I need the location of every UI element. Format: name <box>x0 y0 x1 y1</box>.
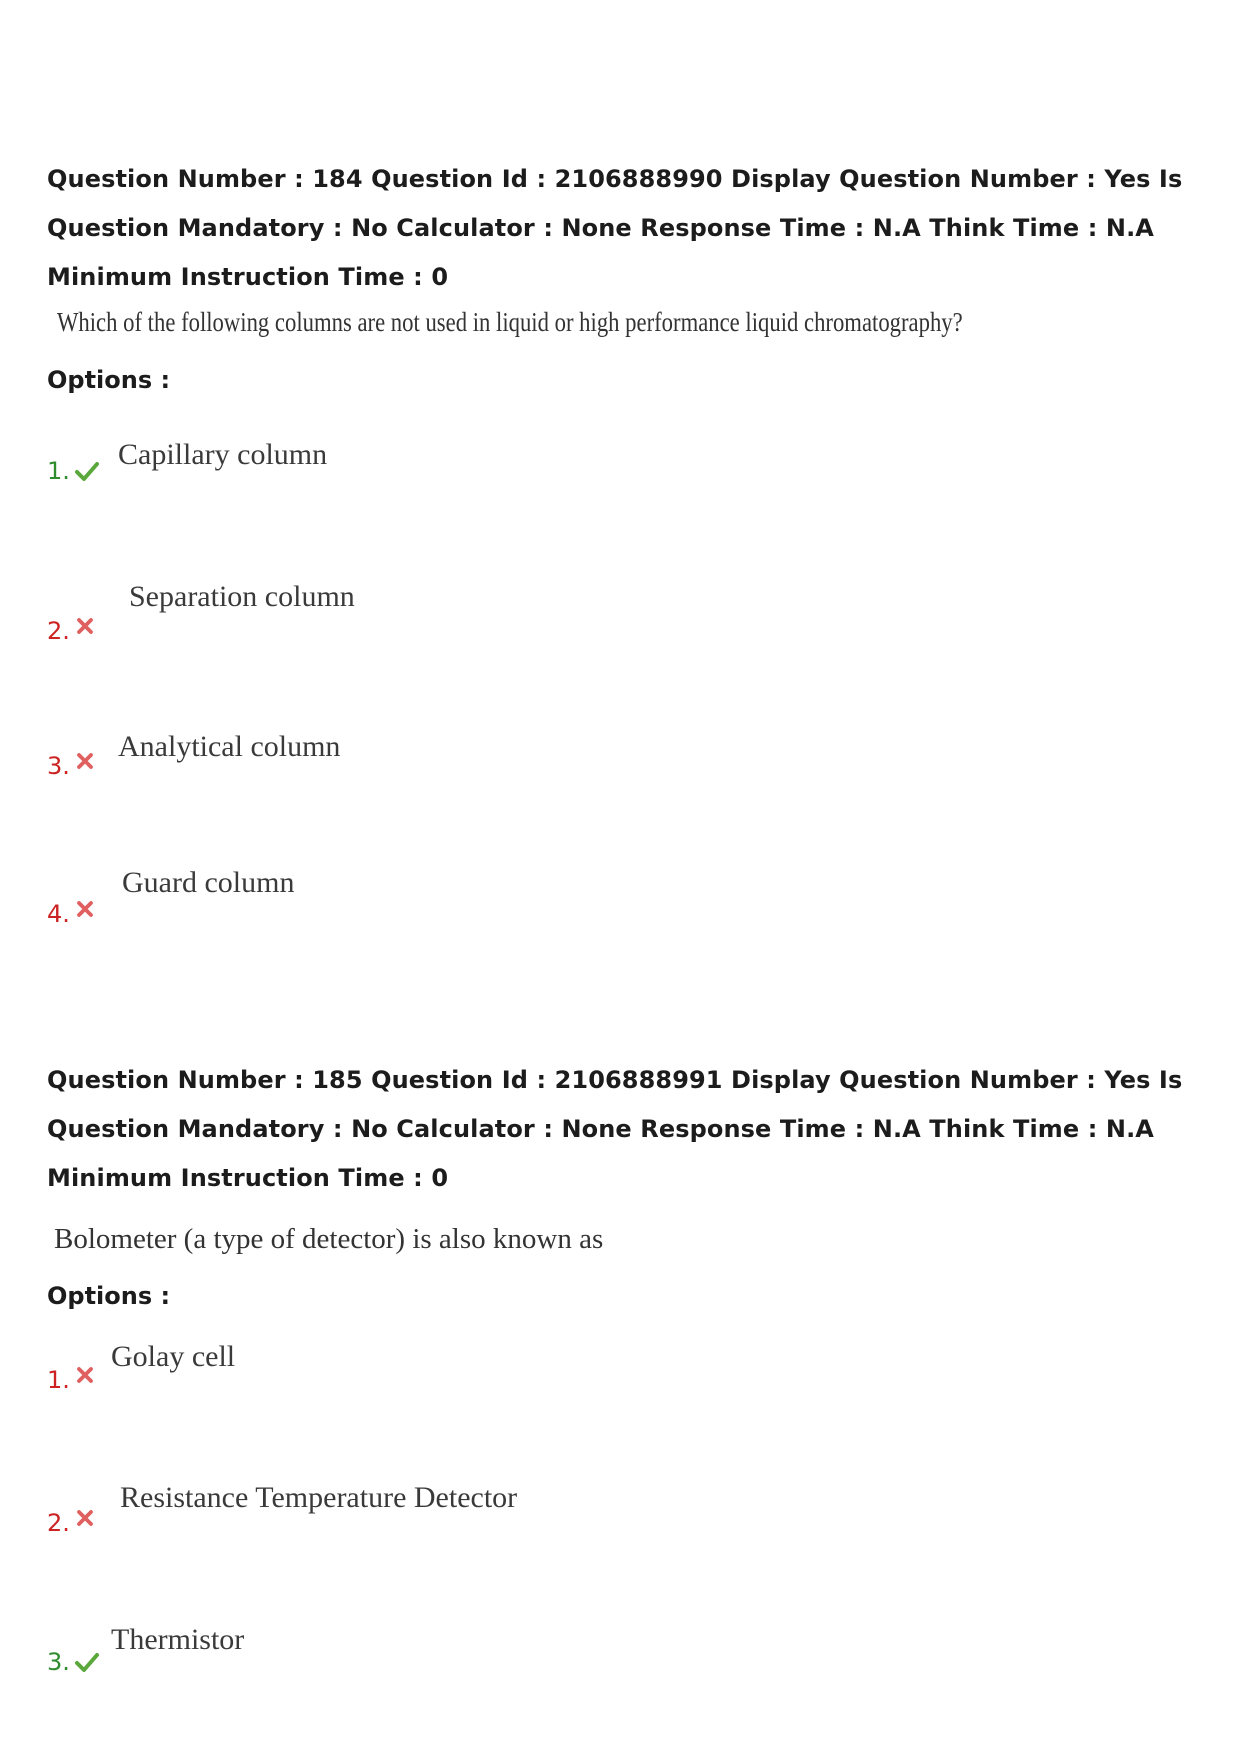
option-label: Analytical column <box>118 730 341 763</box>
cross-icon <box>76 900 94 918</box>
option-number: 1. <box>47 457 70 485</box>
option-number: 1. <box>47 1366 70 1394</box>
option-label: Golay cell <box>111 1340 236 1373</box>
cross-icon <box>76 617 94 635</box>
question-meta: Question Number : 185 Question Id : 2106888991 Display Question Number : Yes Is Question Mandatory : No Calculator : None Response Time : N.A Think Time : N.A Minimum Instruction Time : 0 <box>47 1066 1183 1192</box>
option-number: 3. <box>47 752 70 780</box>
question-meta: Question Number : 184 Question Id : 2106888990 Display Question Number : Yes Is Question Mandatory : No Calculator : None Response Time : N.A Think Time : N.A Minimum Instruction Time : 0 <box>47 165 1183 291</box>
option-label: Separation column <box>129 580 355 613</box>
option-number: 3. <box>47 1648 70 1676</box>
cross-icon <box>76 1366 94 1384</box>
check-icon <box>75 459 99 483</box>
options-heading: Options : <box>47 1282 171 1310</box>
option-label: Resistance Temperature Detector <box>120 1481 518 1514</box>
option-label: Thermistor <box>111 1623 245 1656</box>
check-icon <box>75 1650 99 1674</box>
question-text: Which of the following columns are not used in liquid or high performance liquid chromatography? <box>57 307 963 337</box>
option-number: 4. <box>47 900 70 928</box>
option-number: 2. <box>47 1509 70 1537</box>
options-heading: Options : <box>47 366 171 394</box>
option-label: Capillary column <box>118 438 328 471</box>
cross-icon <box>76 752 94 770</box>
option-label: Guard column <box>122 866 295 899</box>
option-number: 2. <box>47 617 70 645</box>
question-text: Bolometer (a type of detector) is also known as <box>54 1223 604 1255</box>
cross-icon <box>76 1509 94 1527</box>
